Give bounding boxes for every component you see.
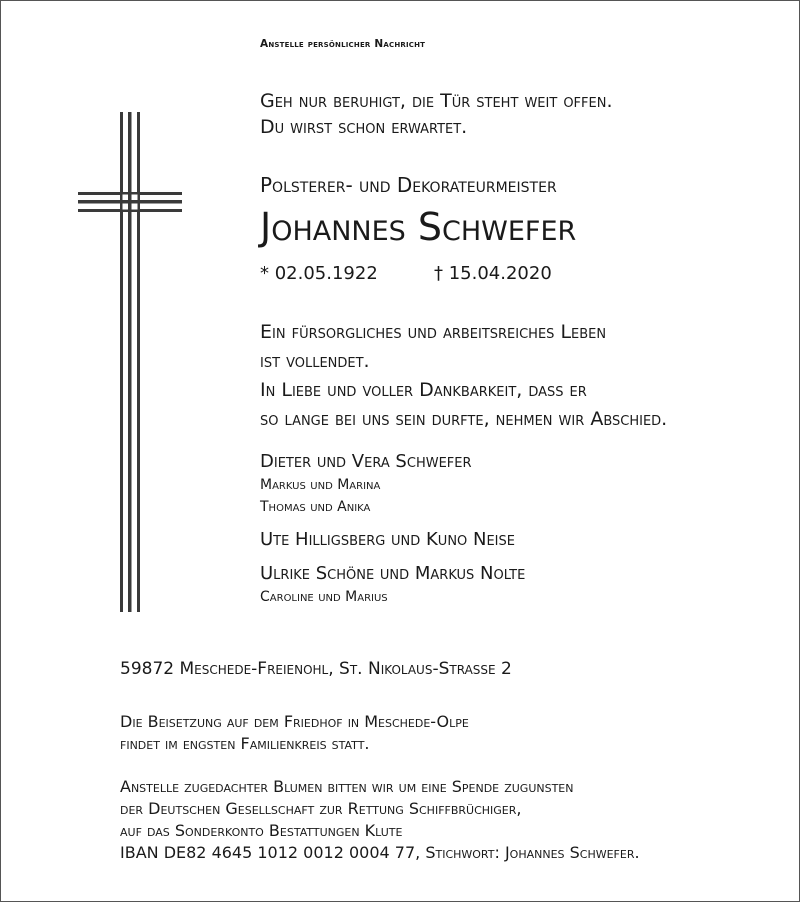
quote-line: Geh nur beruhigt, die Tür steht weit offen. bbox=[260, 90, 613, 112]
quote-line: Du wirst schon erwartet. bbox=[260, 116, 468, 138]
mourner-main: Ute Hilligsberg und Kuno Neise bbox=[260, 529, 515, 550]
donation-line: auf das Sonderkonto Bestattungen Klute bbox=[120, 821, 403, 840]
notice-header: Anstelle persönlicher Nachricht bbox=[260, 38, 426, 50]
mourner-sub: Thomas und Anika bbox=[260, 499, 371, 515]
address: 59872 Meschede-Freienohl, St. Nikolaus-Strasse 2 bbox=[120, 659, 512, 679]
mourner-sub: Markus und Marina bbox=[260, 477, 381, 493]
death-date: † 15.04.2020 bbox=[434, 263, 552, 284]
verse bbox=[260, 318, 667, 434]
mourner-main: Ulrike Schöne und Markus Nolte bbox=[260, 563, 526, 584]
funeral-info bbox=[120, 711, 469, 755]
verse-line: so lange bei uns sein durfte, nehmen wir Abschied. bbox=[260, 408, 668, 430]
donation-line: der Deutschen Gesellschaft zur Rettung Schiffbrüchiger, bbox=[120, 799, 522, 818]
verse-line: ist vollendet. bbox=[260, 350, 370, 372]
deceased-profession: Polsterer- und Dekorateurmeister bbox=[260, 173, 557, 197]
donation-line: IBAN DE82 4645 1012 0012 0004 77, Stichwort: Johannes Schwefer. bbox=[120, 843, 640, 862]
mourner-sub: Caroline und Marius bbox=[260, 589, 388, 605]
donation-info bbox=[120, 776, 640, 864]
verse-line: Ein fürsorgliches und arbeitsreiches Leben bbox=[260, 321, 607, 343]
mourner-main: Dieter und Vera Schwefer bbox=[260, 451, 472, 472]
birth-date: * 02.05.1922 bbox=[260, 263, 378, 284]
christian-cross-icon bbox=[78, 112, 182, 612]
quote bbox=[260, 88, 613, 140]
funeral-line: findet im engsten Familienkreis statt. bbox=[120, 734, 370, 753]
deceased-name: Johannes Schwefer bbox=[260, 205, 577, 249]
donation-line: Anstelle zugedachter Blumen bitten wir um eine Spende zugunsten bbox=[120, 777, 574, 796]
funeral-line: Die Beisetzung auf dem Friedhof in Meschede-Olpe bbox=[120, 712, 469, 731]
verse-line: In Liebe und voller Dankbarkeit, dass er bbox=[260, 379, 587, 401]
